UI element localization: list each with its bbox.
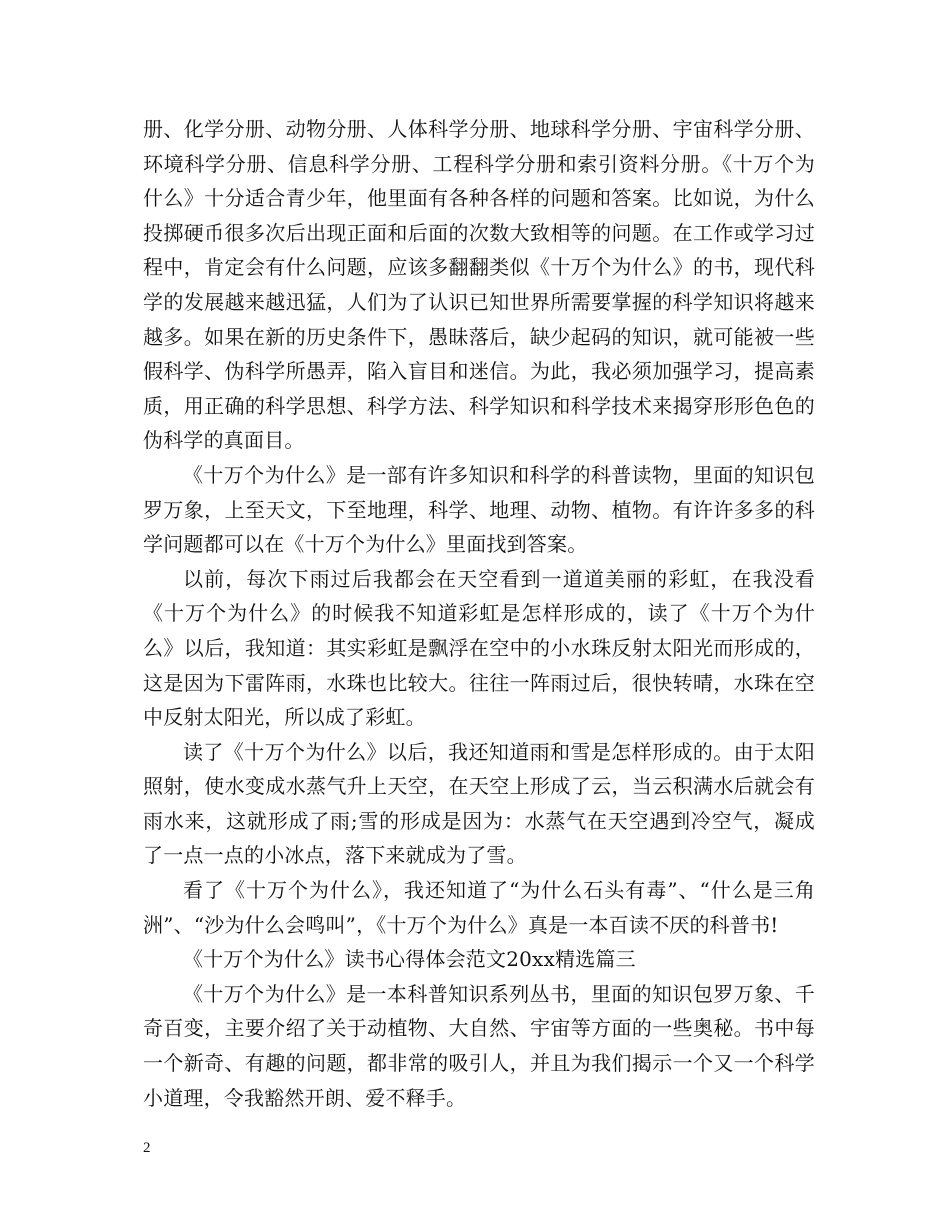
- paragraph-more-questions: 看了《十万个为什么》，我还知道了“为什么石头有毒”、“什么是三角洲”、“沙为什么会鸣叫”，《十万个为什么》真是一本百读不厌的科普书!: [143, 878, 815, 937]
- paragraph-rainbow: 以前，每次下雨过后我都会在天空看到一道道美丽的彩虹，在我没看《十万个为什么》的时候我不知道彩虹是怎样形成的，读了《十万个为什么》以后，我知道：其实彩虹是飘浮在空中的小水珠反射太阳光而形成的，这是因为下雷阵雨，水珠也比较大。往往一阵雨过后，很快转晴，水珠在空中反射太阳光，所以成了彩虹。: [143, 566, 815, 730]
- section-heading: 《十万个为什么》读书心得体会范文20xx精选篇三: [183, 947, 636, 972]
- paragraph-intro: 《十万个为什么》是一部有许多知识和科学的科普读物，里面的知识包罗万象，上至天文，下至地理，科学、地理、动物、植物。有许许多多的科学问题都可以在《十万个为什么》里面找到答案。: [143, 462, 815, 557]
- paragraph-rain-snow: 读了《十万个为什么》以后，我还知道雨和雪是怎样形成的。由于太阳照射，使水变成水蒸气升上天空，在天空上形成了云，当云积满水后就会有雨水来，这就形成了雨;雪的形成是因为：水蒸气在天空遇到冷空气，凝成了一点一点的小冰点，落下来就成为了雪。: [143, 739, 815, 868]
- page-number: 2: [143, 1140, 151, 1156]
- paragraph-continued: 册、化学分册、动物分册、人体科学分册、地球科学分册、宇宙科学分册、环境科学分册、信息科学分册、工程科学分册和索引资料分册。《十万个为什么》十分适合青少年，他里面有各种各样的问题和答案。比如说，为什么投掷硬币很多次后出现正面和后面的次数大致相等的问题。在工作或学习过程中，肯定会有什么问题，应该多翻翻类似《十万个为什么》的书，现代科学的发展越来越迅猛，人们为了认识已知世界所需要掌握的科学知识将越来越多。如果在新的历史条件下，愚昧落后，缺少起码的知识，就可能被一些假科学、伪科学所愚弄，陷入盲目和迷信。为此，我必须加强学习，提高素质，用正确的科学思想、科学方法、科学知识和科学技术来揭穿形形色色的伪科学的真面目。: [143, 117, 815, 453]
- document-body: [143, 112, 815, 1115]
- paragraph-section-three: 《十万个为什么》是一本科普知识系列丛书，里面的知识包罗万象、千奇百变，主要介绍了关于动植物、大自然、宇宙等方面的一些奥秘。书中每一个新奇、有趣的问题，都非常的吸引人，并且为我们揭示一个又一个科学小道理，令我豁然开朗、爱不释手。: [143, 981, 815, 1110]
